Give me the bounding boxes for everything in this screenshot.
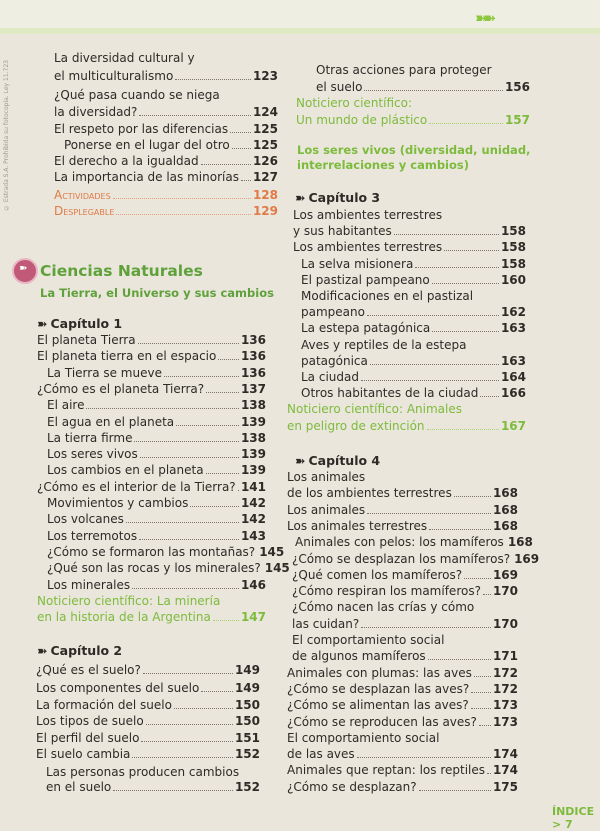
toc-entry (292, 568, 518, 582)
toc-entry-title: ¿Cómo se formaron las montañas? (47, 545, 256, 559)
toc-entry (287, 698, 518, 712)
toc-page-number: 168 (492, 486, 518, 500)
toc-entry-title: ¿Cómo es el interior de la Tierra? (37, 480, 236, 494)
toc-entry-title: La formación del suelo (36, 698, 172, 712)
toc-entry (301, 257, 526, 271)
toc-page-number: 158 (500, 224, 526, 238)
toc-page-number: 158 (500, 240, 526, 254)
spine-legal-text: © Estrada S.A. Prohibida su fotocopia. Ley 11.723 (3, 60, 10, 212)
toc-entry-title: El respeto por las diferencias (54, 122, 229, 136)
toc-entry-title: pampeano (301, 305, 365, 319)
toc-entry (292, 649, 518, 663)
toc-entry (47, 366, 266, 380)
toc-entry: El comportamiento social (292, 633, 445, 647)
toc-page-number: 166 (500, 386, 526, 400)
dot-leader (428, 659, 491, 660)
toc-entry: Noticiero científico: Animales (287, 402, 462, 416)
dot-leader (479, 725, 491, 726)
toc-entry: Los ambientes terrestres (293, 208, 443, 222)
toc-page-number: 125 (252, 138, 278, 152)
chapter-1-title: ➽ Capítulo 1 (37, 316, 123, 331)
top-stripe (0, 28, 600, 34)
dot-leader (86, 408, 238, 409)
toc-entry: El comportamiento social (287, 731, 440, 745)
toc-entry-title: Los tipos de suelo (36, 714, 144, 728)
toc-entry-title: Desplegable (54, 204, 115, 218)
toc-entry-title: ¿Cómo se desplazan los mamíferos? (292, 552, 511, 566)
toc-entry (37, 333, 266, 347)
toc-page-number: 164 (500, 370, 526, 384)
toc-entry (47, 561, 290, 575)
toc-entry-title: El suelo cambia (36, 747, 131, 761)
dot-leader (487, 773, 491, 774)
toc-page-number: 151 (234, 731, 260, 745)
toc-page-number: 158 (500, 257, 526, 271)
toc-entry (37, 382, 266, 396)
toc-page-number: 143 (240, 529, 266, 543)
toc-entry (287, 519, 518, 533)
dot-leader (126, 522, 239, 523)
dot-leader (364, 90, 502, 91)
chapter-2-title: ➽ Capítulo 2 (37, 643, 123, 658)
toc-entry-title: El planeta Tierra (37, 333, 136, 347)
toc-entry (292, 617, 518, 631)
toc-page-number: 168 (507, 535, 533, 549)
dot-leader (367, 315, 499, 316)
dot-leader (471, 692, 491, 693)
section-subtitle: La Tierra, el Universo y sus cambios (40, 286, 274, 300)
toc-entry (47, 578, 266, 592)
dot-leader (139, 115, 251, 116)
dot-leader (132, 588, 239, 589)
toc-entry (36, 698, 260, 712)
dot-leader (429, 529, 491, 530)
dot-leader (176, 425, 239, 426)
toc-page-number: 136 (240, 366, 266, 380)
dot-leader (471, 708, 491, 709)
toc-page-number: 170 (492, 617, 518, 631)
toc-entry (287, 780, 518, 794)
toc-entry: Las personas producen cambios (46, 765, 240, 779)
dot-leader (464, 578, 491, 579)
toc-entry (37, 480, 266, 494)
toc-entry-title: las cuidan? (292, 617, 360, 631)
toc-entry (54, 122, 278, 136)
dot-leader (241, 180, 251, 181)
toc-entry: Los animales (287, 470, 366, 484)
chapter-arrow-icon: ➽ (37, 316, 45, 331)
toc-entry-title: Ponerse en el lugar del otro (64, 138, 230, 152)
toc-entry-title: El pastizal pampeano (301, 273, 430, 287)
toc-page-number: 126 (252, 154, 278, 168)
toc-page-number: 167 (500, 419, 526, 433)
toc-entry-title: ¿Cómo es el planeta Tierra? (37, 382, 205, 396)
toc-entry (287, 682, 518, 696)
dot-leader (134, 441, 238, 442)
toc-entry-title: La tierra firme (47, 431, 133, 445)
toc-page-number: 138 (240, 398, 266, 412)
toc-entry: Modificaciones en el pastizal (301, 289, 474, 303)
dot-leader (367, 513, 491, 514)
toc-entry-title: La Tierra se mueve (47, 366, 162, 380)
toc-page-number: 169 (492, 568, 518, 582)
dot-leader (143, 673, 233, 674)
toc-entry: La diversidad cultural y (54, 51, 195, 65)
dot-leader (190, 506, 239, 507)
toc-entry (37, 349, 266, 363)
dot-leader (201, 164, 251, 165)
toc-page-number: 152 (234, 780, 260, 794)
toc-entry-title: de algunos mamíferos (292, 649, 426, 663)
toc-entry-title: Movimientos y cambios (47, 496, 189, 510)
toc-page-number: 169 (514, 552, 540, 566)
toc-entry (64, 138, 278, 152)
chapter-arrow-icon: ➽ (37, 643, 45, 658)
toc-entry (47, 415, 266, 429)
toc-page-number: 145 (264, 561, 290, 575)
toc-entry (301, 354, 526, 368)
dot-leader (483, 594, 491, 595)
dot-leader (116, 214, 251, 215)
toc-page-number: 168 (492, 519, 518, 533)
toc-entry (36, 747, 260, 761)
toc-entry (36, 663, 260, 677)
toc-entry-title: ¿Cómo se reproducen las aves? (287, 715, 477, 729)
toc-entry-title: Otros habitantes de la ciudad (301, 386, 479, 400)
toc-entry (292, 584, 518, 598)
toc-entry-title: ¿Cómo respiran los mamíferos? (292, 584, 481, 598)
toc-entry-title: Animales que reptan: los reptiles (287, 763, 486, 777)
dot-leader (218, 359, 239, 360)
toc-entry-title: Animales con plumas: las aves (287, 666, 472, 680)
toc-entry (54, 188, 278, 202)
toc-entry-title: El agua en el planeta (47, 415, 175, 429)
toc-entry-title: en la historia de la Argentina (37, 610, 211, 624)
toc-entry (47, 463, 266, 477)
toc-page-number: 136 (240, 349, 266, 363)
toc-page-number: 128 (252, 188, 278, 202)
toc-entry-title: Actividades (54, 188, 111, 202)
dot-leader (361, 627, 491, 628)
dot-leader (146, 724, 233, 725)
toc-page-number: 127 (252, 170, 278, 184)
dot-leader (454, 496, 491, 497)
dot-leader (427, 429, 499, 430)
toc-entry-title: El planeta tierra en el espacio (37, 349, 217, 363)
toc-entry (287, 715, 518, 729)
toc-page-number: 146 (240, 578, 266, 592)
toc-page-number: 142 (240, 512, 266, 526)
toc-entry (301, 321, 526, 335)
toc-entry: Noticiero científico: (296, 96, 412, 110)
toc-page-number: 142 (240, 496, 266, 510)
toc-page-number: 160 (500, 273, 526, 287)
toc-page-number: 125 (252, 122, 278, 136)
toc-page-number: 139 (240, 415, 266, 429)
toc-entry (287, 763, 518, 777)
toc-entry-title: Los componentes del suelo (36, 681, 200, 695)
toc-entry (36, 681, 260, 695)
dot-leader (474, 676, 491, 677)
toc-entry (47, 529, 266, 543)
toc-page-number: 162 (500, 305, 526, 319)
toc-page-number: 139 (240, 463, 266, 477)
toc-entry-title: Animales con pelos: los mamíferos (295, 535, 504, 549)
toc-entry-title: ¿Cómo se desplazan? (287, 780, 417, 794)
toc-entry (54, 154, 278, 168)
toc-entry-title: Los animales (287, 503, 366, 517)
dot-leader (419, 790, 491, 791)
toc-entry (47, 398, 266, 412)
toc-entry: Otras acciones para proteger (316, 63, 492, 77)
page-footer: ÍNDICE > 7 (552, 805, 595, 831)
toc-entry (287, 503, 518, 517)
dot-leader (138, 343, 239, 344)
toc-page-number: 152 (234, 747, 260, 761)
toc-entry-title: ¿Cómo se desplazan las aves? (287, 682, 470, 696)
dot-leader (140, 457, 239, 458)
toc-entry: Noticiero científico: La minería (37, 594, 221, 608)
toc-page-number: 138 (240, 431, 266, 445)
toc-entry: ¿Qué pasa cuando se niega (54, 88, 220, 102)
top-band (0, 0, 600, 28)
chapter-arrow-icon: ➽ (295, 190, 303, 205)
toc-entry-title: ¿Qué comen los mamíferos? (292, 568, 463, 582)
dot-leader (230, 132, 251, 133)
dot-leader (232, 148, 251, 149)
dot-leader (113, 198, 251, 199)
section-title: Ciencias Naturales (40, 262, 203, 280)
dot-leader (139, 539, 239, 540)
toc-entry-title: El aire (47, 398, 85, 412)
toc-entry-title: el suelo (316, 80, 363, 94)
dot-leader (415, 267, 499, 268)
toc-entry-title: Los cambios en el planeta (47, 463, 204, 477)
toc-entry-title: El derecho a la igualdad (54, 154, 199, 168)
toc-entry-title: en el suelo (46, 780, 112, 794)
toc-entry (287, 747, 518, 761)
dot-leader (175, 79, 251, 80)
toc-entry-title: y sus habitantes (293, 224, 392, 238)
section-bullet-icon: ➽ (12, 258, 38, 284)
dot-leader (164, 376, 239, 377)
dot-leader (206, 392, 239, 393)
toc-entry (47, 447, 266, 461)
toc-entry: Aves y reptiles de la estepa (301, 338, 467, 352)
toc-entry (47, 545, 285, 559)
toc-page-number: 145 (259, 545, 285, 559)
toc-page-number: 141 (240, 480, 266, 494)
dot-leader (394, 234, 499, 235)
toc-page-number: 172 (492, 666, 518, 680)
toc-entry (54, 105, 278, 119)
toc-page-number: 149 (234, 663, 260, 677)
toc-page-number: 137 (240, 382, 266, 396)
toc-entry-title: Los minerales (47, 578, 131, 592)
dot-leader (201, 691, 233, 692)
dot-leader (370, 364, 499, 365)
dot-leader (444, 250, 499, 251)
toc-entry-title: Los ambientes terrestres (293, 240, 443, 254)
toc-page-number: 174 (492, 747, 518, 761)
toc-page-number: 163 (500, 321, 526, 335)
toc-entry (54, 170, 278, 184)
toc-entry (296, 113, 530, 127)
dot-leader (174, 708, 233, 709)
toc-entry-title: La estepa patagónica (301, 321, 431, 335)
toc-page-number: 149 (234, 681, 260, 695)
chapter-3-title: ➽ Capítulo 3 (295, 190, 381, 205)
dot-leader (357, 757, 491, 758)
toc-entry-title: La importancia de las minorías (54, 170, 239, 184)
toc-entry (316, 80, 530, 94)
toc-page-number: 163 (500, 354, 526, 368)
dot-leader (429, 123, 503, 124)
toc-entry (292, 552, 540, 566)
toc-page-number: 170 (492, 584, 518, 598)
toc-page-number: 136 (240, 333, 266, 347)
chapter-4-title: ➽ Capítulo 4 (295, 453, 381, 468)
toc-entry (301, 370, 526, 384)
toc-entry (54, 69, 278, 83)
toc-entry-title: Los terremotos (47, 529, 138, 543)
toc-entry (295, 535, 533, 549)
toc-entry (293, 224, 526, 238)
toc-entry (287, 486, 518, 500)
toc-entry (36, 714, 260, 728)
toc-entry (287, 419, 526, 433)
toc-entry-title: Un mundo de plástico (296, 113, 428, 127)
section-heading-line-2: interrelaciones y cambios) (297, 158, 470, 172)
toc-entry (47, 512, 266, 526)
toc-entry-title: El perfil del suelo (36, 731, 140, 745)
dot-leader (238, 490, 239, 491)
toc-entry (293, 240, 526, 254)
toc-page-number: 172 (492, 682, 518, 696)
toc-entry-title: Los volcanes (47, 512, 124, 526)
dot-leader (141, 741, 233, 742)
toc-page-number: 123 (252, 69, 278, 83)
section-heading-line-1: Los seres vivos (diversidad, unidad, (297, 143, 531, 157)
toc-entry-title: la diversidad? (54, 105, 138, 119)
toc-entry (301, 273, 526, 287)
toc-page-number: 150 (234, 698, 260, 712)
toc-page-number: 156 (504, 80, 530, 94)
toc-entry (36, 731, 260, 745)
dot-leader (206, 473, 239, 474)
toc-entry-title: ¿Cómo se alimentan las aves? (287, 698, 469, 712)
toc-page-number: 175 (492, 780, 518, 794)
dot-leader (361, 380, 499, 381)
toc-entry-title: en peligro de extinción (287, 419, 425, 433)
toc-page-number: 174 (492, 763, 518, 777)
toc-entry (301, 305, 526, 319)
toc-entry-title: La ciudad (301, 370, 359, 384)
toc-page-number: 173 (492, 715, 518, 729)
dot-leader (432, 331, 499, 332)
toc-entry-title: el multiculturalismo (54, 69, 174, 83)
dot-leader (132, 757, 233, 758)
toc-entry-title: de las aves (287, 747, 355, 761)
toc-entry-title: La selva misionera (301, 257, 414, 271)
toc-entry (301, 386, 526, 400)
toc-entry-title: Los seres vivos (47, 447, 138, 461)
toc-entry (37, 610, 266, 624)
toc-page-number: 157 (504, 113, 530, 127)
dot-leader (432, 283, 499, 284)
toc-page-number: 150 (234, 714, 260, 728)
toc-page-number: 173 (492, 698, 518, 712)
toc-entry-title: patagónica (301, 354, 368, 368)
chapter-arrow-icon: ➽ (295, 453, 303, 468)
toc-page-number: 124 (252, 105, 278, 119)
toc-page-number: 147 (240, 610, 266, 624)
toc-entry (47, 431, 266, 445)
toc-page-number: 129 (252, 204, 278, 218)
toc-entry-title: de los ambientes terrestres (287, 486, 452, 500)
dot-leader (213, 620, 239, 621)
toc-page-number: 168 (492, 503, 518, 517)
dot-leader (480, 396, 499, 397)
toc-entry (54, 204, 278, 218)
toc-entry: ¿Cómo nacen las crías y cómo (292, 600, 475, 614)
toc-entry (47, 496, 266, 510)
toc-entry (46, 780, 260, 794)
double-arrow-icon: ➽➽ (475, 9, 493, 27)
toc-page-number: 171 (492, 649, 518, 663)
toc-entry-title: Los animales terrestres (287, 519, 428, 533)
toc-page-number: 139 (240, 447, 266, 461)
toc-entry (287, 666, 518, 680)
dot-leader (113, 790, 233, 791)
toc-entry-title: ¿Qué son las rocas y los minerales? (47, 561, 261, 575)
toc-entry-title: ¿Qué es el suelo? (36, 663, 141, 677)
